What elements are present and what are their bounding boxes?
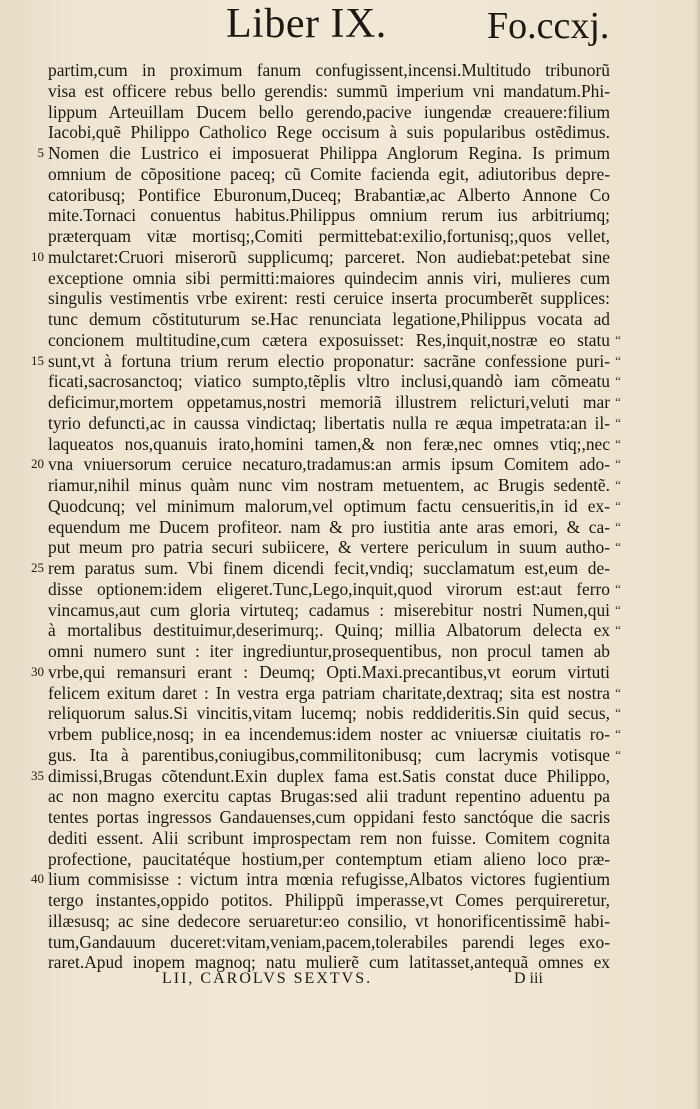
line-text: rem paratus sum. Vbi finem dicendi fecit,vndiq; succlamatum est,eum de- [48,558,610,578]
page-edge-shadow [694,0,700,1109]
line-number: 5 [37,145,44,160]
text-line [48,122,610,143]
marginal-quote-mark: “ [615,352,621,368]
line-text: vrbe,qui remansuri erant : Deumq; Opti.Maxi.precantibus,vt eorum virtuti [48,661,610,682]
line-text: vincamus,aut cum gloria virtuteq; cadamus : miserebitur nostri Numen,qui [48,599,610,620]
line-text: catoribusq; Pontifice Eburonum,Duceq; Brabantiæ,ac Alberto Annone Co [48,184,610,205]
line-text: lium commisisse : victum intra mœnia refugisse,Albatos victores fugientium [48,869,610,890]
text-line [48,641,610,662]
marginal-quote-mark: “ [615,331,621,347]
line-text: equendum me Ducem profiteor. nam & pro iustitia ante aras emori, & ca- [48,516,610,537]
marginal-quote-mark: “ [615,705,621,721]
text-line [48,60,610,81]
line-text: mite.Tornaci conuentus habitus.Philippus omnium rerum ius arbitriumq; [48,205,610,226]
line-text: dediti essent. Alii scribunt improspectam rem non fuisse. Comitem cognita [48,827,610,848]
line-text: ac non magno exercitu captas Brugas:sed alii tradunt repentino aduentu pa [48,786,610,807]
line-text: exceptione omnia sibi permitti:maiores quindecim annis viri, mulieres cum [48,267,610,288]
text-line [48,744,621,766]
text-line [48,911,610,932]
line-text: singulis vestimentis vrbe exirent: resti ceruice inserta procumberẽt supplices: [48,288,610,309]
text-line [48,102,610,123]
text-line [48,849,610,870]
text-line [48,599,621,621]
marginal-quote-mark: “ [615,477,621,492]
text-line [48,226,610,247]
text-line [31,869,610,890]
marginal-quote-mark: “ [615,601,621,617]
line-text: à mortalibus destituimur,deserimurq;. Quinq; millia Albatorum delecta ex [48,620,610,641]
text-line [48,703,621,724]
line-number: 30 [31,663,44,679]
text-line [48,81,610,102]
line-text: visa est officere rebus bello gerendis: summũ imperium vni mandatum.Phi- [48,80,610,101]
line-text: put meum pro patria securi subiicere, & vertere periculum in suum autho- [48,537,610,558]
line-text: Quodcunq; vel minimum malorum,vel optimum factu censueritis,in id ex- [48,495,610,516]
text-line [48,620,621,641]
text-line [48,537,621,558]
line-text: ficati,sacrosanctoq; viatico sumpto,tẽplis vltro inclusi,quandò iam cõmeatu [48,371,610,392]
line-text: sunt,vt à fortuna trium rerum electio proponatur: sacrãne confessione puri- [48,350,610,371]
text-line [48,268,610,289]
marginal-quote-mark: “ [615,394,621,409]
text-line [48,288,610,309]
text-line [48,516,621,538]
line-text: vrbem publice,nosq; in ea incendemus:idem noster ac vniuersæ ciuitatis ro- [48,724,610,744]
text-line [48,578,621,600]
marginal-quote-mark: “ [615,497,621,513]
text-line [48,433,621,455]
line-text: dimissi,Brugas cõtendunt.Exin duplex fama est.Satis constat duce Philippo, [48,765,610,786]
marginal-quote-mark: “ [615,726,621,741]
signature-mark: LII, CAROLVS SEXTVS. [162,970,373,987]
marginal-quote-mark: “ [615,414,621,430]
line-text: omni numero sunt : iter ingrediuntur,prosequentibus, non procul tamen ab [48,641,610,661]
text-line [48,371,621,392]
line-text: Nomen die Lustrico ei imposuerat Philippa Anglorum Regina. Is primum [48,143,610,163]
marginal-quote-mark: “ [615,435,621,451]
text-line [31,558,610,579]
line-text: præterquam vitæ mortisq;,Comiti permittebat:exilio,fortunisq;,quos vellet, [48,226,610,246]
marginal-quote-mark: “ [615,456,621,472]
line-text: laqueatos nos,quanuis irato,homini tamen,& non feræ,nec omnes vtiq;,nec [48,433,610,454]
text-line [31,661,610,683]
line-text: reliquorum salus.Si vincitis,vitam lucemq; nobis reddideritis.Sin quid secus, [48,703,610,724]
text-line [31,454,621,475]
line-text: tum,Gandauum duceret:vitam,veniam,pacem,tolerabiles parendi leges exo- [48,931,610,952]
marginal-quote-mark: “ [615,580,621,596]
line-text: partim,cum in proximum fanum confugissent,incensi.Multitudo tribunorũ [48,60,610,80]
line-text: tentes portas ingressos Gandauenses,cum oppidani festo sanctóque die sacris [48,807,610,827]
text-line [31,765,610,787]
text-line [37,143,610,164]
line-number: 20 [31,456,44,472]
marginal-quote-mark: “ [615,373,621,389]
text-line [48,828,610,849]
text-line [48,185,610,206]
text-line [48,329,621,351]
text-line [48,724,621,745]
marginal-quote-mark: “ [615,539,621,555]
text-line [48,164,610,185]
text-line [48,495,621,517]
main-text-block [31,60,621,973]
text-line [48,309,610,330]
line-text: vna vniuersorum ceruice necaturo,tradamus:an armis ipsum Comitem ado- [48,454,610,475]
line-text: raret.Apud inopem magnoq; natu mulierẽ cum latitasset,antequã omnes ex [48,952,610,973]
text-line [31,246,610,268]
folio-number: Fo.ccxj. [487,5,610,47]
text-line [48,682,621,704]
line-text: lippum Arteuillam Ducem bello gerendo,pacive iungendæ creauere:filium [48,101,610,122]
marginal-quote-mark: “ [615,684,621,700]
line-text: concionem multitudine,cum cætera exposuisset: Res,inquit,nostræ eo statu [48,329,610,350]
line-text: illæsusq; ac sine dedecore seruaretur:eo consilio, vt honorificentissimẽ habi- [48,910,610,931]
page-footer [0,970,700,994]
line-number: 25 [31,560,44,575]
line-number: 35 [31,767,44,783]
text-line [48,807,610,828]
catchword: D iii [514,970,543,987]
line-text: Iacobi,quẽ Philippo Catholico Rege occisum à suis popularibus ostẽdimus. [48,122,610,143]
text-line [48,932,610,953]
marginal-quote-mark: “ [615,518,621,534]
line-text: deficimur,mortem oppetamus,nostri memoriã illustrem relicturi,veluti mar [48,392,610,412]
line-text: tunc demum cõstituturum se.Hac renunciata legatione,Philippus vocata ad [48,309,610,329]
line-text: tyrio defuncti,ac in caussa vindictaq; libertatis nulla re æqua impetrata:an il- [48,412,610,433]
running-title: Liber IX. [226,1,387,47]
line-text: felicem exitum daret : In vestra erga patriam charitate,dextraq; sita est nostra [48,682,610,703]
text-line [48,890,610,911]
line-text: profectione, paucitatéque hostium,per contemptum etiam alieno loco præ- [48,848,610,869]
line-text: riamur,nihil minus quàm nunc vim nostram metuentem, ac Brugis sedentẽ. [48,475,610,495]
text-line [48,205,610,226]
text-line [48,475,621,496]
running-header [0,0,700,52]
line-text: omnium de cõpositione paceq; cũ Comite facienda egit, adiutoribus depre- [48,163,610,184]
text-line [48,786,610,807]
line-number: 10 [31,248,44,264]
line-text: tergo instantes,oppido potitos. Philippũ imperasse,vt Comes perquireretur, [48,890,610,910]
line-number: 15 [31,352,44,368]
text-line [48,392,621,413]
line-text: disse optionem:idem eligeret.Tunc,Lego,inquit,quod virorum est:aut ferro [48,578,610,599]
line-text: mulctaret:Cruori miserorũ supplicumq; parceret. Non audiebat:petebat sine [48,246,610,267]
text-line [48,412,621,434]
line-text: gus. Ita à parentibus,coniugibus,commilitonibusq; cum lacrymis votisque [48,744,610,765]
line-number: 40 [31,871,44,887]
marginal-quote-mark: “ [615,622,621,638]
marginal-quote-mark: “ [615,746,621,762]
text-line [31,350,621,372]
